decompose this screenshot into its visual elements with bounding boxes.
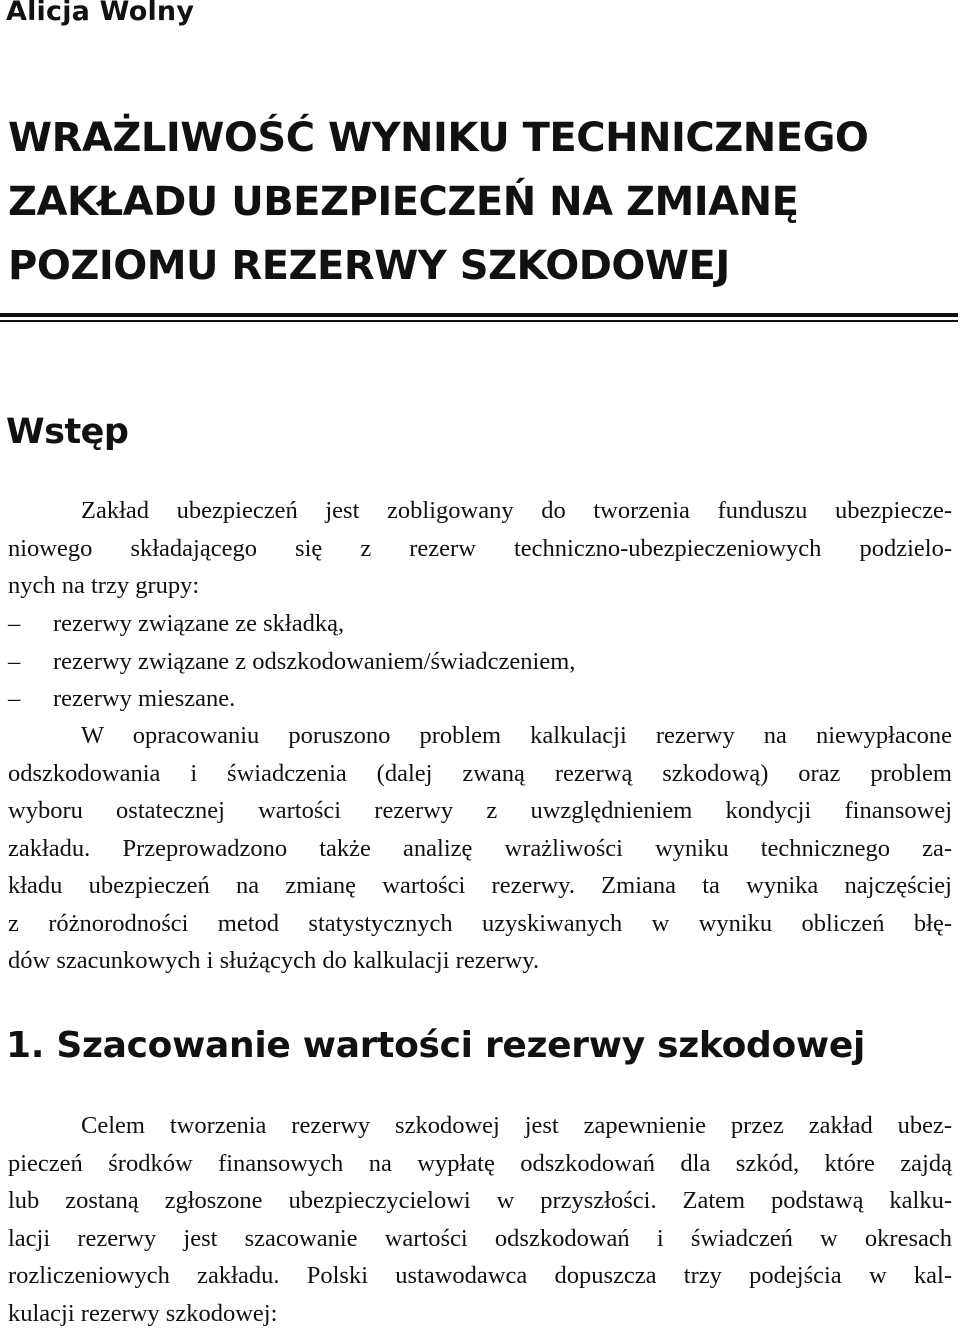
list-item-text: rezerwy związane z odszkodowaniem/świadczeniem,	[53, 648, 575, 675]
list-dash-marker: –	[8, 605, 20, 643]
list-dash-marker: –	[8, 680, 20, 718]
text-line: pieczeń środków finansowych na wypłatę odszkodowań dla szkód, które zajdą	[8, 1145, 952, 1183]
list-item	[8, 605, 575, 643]
text-line: nych na trzy grupy:	[8, 567, 952, 605]
list-dash-marker: –	[8, 643, 20, 681]
divider-thin-line	[0, 320, 958, 322]
document-title	[8, 106, 948, 298]
text-line: W opracowaniu poruszono problem kalkulacji rezerwy na niewypłacone	[8, 717, 952, 755]
text-line: lacji rezerwy jest szacowanie wartości odszkodowań i świadczeń w okresach	[8, 1220, 952, 1258]
intro-paragraph-1	[8, 492, 952, 605]
text-line: kulacji rezerwy szkodowej:	[8, 1295, 952, 1332]
text-line: zakładu. Przeprowadzono także analizę wrażliwości wyniku technicznego za-	[8, 830, 952, 868]
intro-heading: Wstęp	[6, 412, 128, 452]
text-line: niowego składającego się z rezerw techniczno-ubezpieczeniowych podzielo-	[8, 530, 952, 568]
text-line: odszkodowania i świadczenia (dalej zwaną rezerwą szkodową) oraz problem	[8, 755, 952, 793]
list-item	[8, 643, 575, 681]
list-item	[8, 680, 575, 718]
list-item-text: rezerwy związane ze składką,	[53, 610, 344, 637]
text-line: rozliczeniowych zakładu. Polski ustawodawca dopuszcza trzy podejścia w kal-	[8, 1257, 952, 1295]
title-line: POZIOMU REZERWY SZKODOWEJ	[8, 234, 948, 298]
title-line: ZAKŁADU UBEZPIECZEŃ NA ZMIANĘ	[8, 170, 948, 234]
title-divider	[0, 313, 958, 323]
text-line: z różnorodności metod statystycznych uzyskiwanych w wyniku obliczeń błę-	[8, 905, 952, 943]
list-item-text: rezerwy mieszane.	[53, 685, 235, 712]
text-line: lub zostaną zgłoszone ubezpieczycielowi w przyszłości. Zatem podstawą kalku-	[8, 1182, 952, 1220]
text-line: wyboru ostatecznej wartości rezerwy z uwzględnieniem kondycji finansowej	[8, 792, 952, 830]
text-line: kładu ubezpieczeń na zmianę wartości rezerwy. Zmiana ta wynika najczęściej	[8, 867, 952, 905]
reserve-groups-list	[8, 605, 575, 718]
title-line: WRAŻLIWOŚĆ WYNIKU TECHNICZNEGO	[8, 106, 948, 170]
text-line: Zakład ubezpieczeń jest zobligowany do tworzenia funduszu ubezpiecze-	[8, 492, 952, 530]
text-line: dów szacunkowych i służących do kalkulacji rezerwy.	[8, 942, 952, 980]
author-name: Alicja Wolny	[6, 0, 194, 27]
divider-thick-line	[0, 313, 958, 317]
text-line: Celem tworzenia rezerwy szkodowej jest zapewnienie przez zakład ubez-	[8, 1107, 952, 1145]
section-1-paragraph	[8, 1107, 952, 1332]
section-1-heading: 1. Szacowanie wartości rezerwy szkodowej	[6, 1025, 865, 1066]
intro-paragraph-2	[8, 717, 952, 980]
